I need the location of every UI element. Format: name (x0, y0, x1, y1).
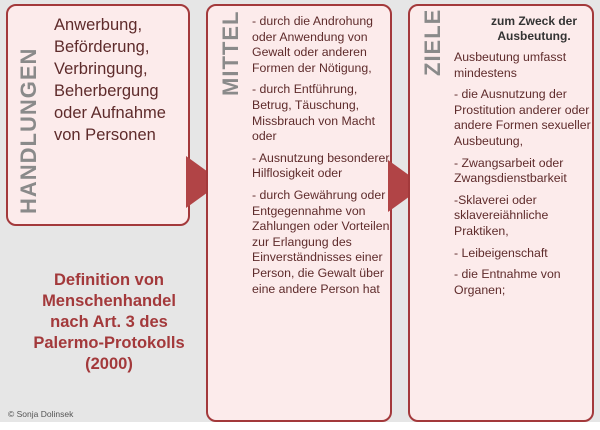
mittel-list (252, 14, 392, 303)
definition-line: (2000) (85, 355, 133, 373)
definition-line: Palermo-Protokolls (33, 334, 185, 352)
mittel-title: MITTEL (218, 10, 243, 96)
definition-caption (14, 270, 204, 375)
handlungen-line: Beherbergung (54, 82, 159, 100)
ziele-box (408, 4, 594, 422)
copyright-credit: © Sonja Dolinsek (8, 409, 74, 419)
ziele-item: - die Ausnutzung der Prostitution anderer oder andere Formen sexueller Ausbeutung, (454, 87, 591, 148)
definition-line: Menschenhandel (42, 292, 176, 310)
mittel-item: - durch Entführung, Betrug, Täuschung, Missbrauch von Macht oder (252, 82, 376, 144)
ziele-item: Ausbeutung umfasst mindestens (454, 50, 567, 80)
handlungen-line: Anwerbung, (54, 16, 143, 34)
ziele-item: -Sklaverei oder sklavereiähnliche Praktiken, (454, 192, 549, 238)
ziele-heading: zum Zweck der Ausbeutung. (490, 14, 578, 43)
handlungen-line: Beförderung, (54, 38, 150, 56)
ziele-title: ZIELE (420, 8, 445, 76)
mittel-item: - Ausnutzung besonderer Hilflosigkeit oder (252, 150, 390, 181)
ziele-item: - Leibeigenschaft (454, 245, 548, 260)
handlungen-line: oder Aufnahme (54, 104, 166, 122)
ziele-item: - Zwangsarbeit oder Zwangsdienstbarkeit (454, 155, 567, 186)
ziele-item: - die Entnahme von Organen; (454, 267, 561, 297)
handlungen-title: HANDLUNGEN (16, 47, 41, 214)
ziele-list (454, 50, 600, 304)
mittel-box (206, 4, 392, 422)
handlungen-line: Verbringung, (54, 60, 148, 78)
handlungen-line: von Personen (54, 126, 156, 144)
definition-line: Definition von (54, 271, 164, 289)
handlungen-list (54, 14, 166, 146)
mittel-item: - durch Gewährung oder Entgegennahme von Zahlungen oder Vorteilen zur Erlangung des Einverständnisses einer Person, die Gewalt über eine andere Person hat (252, 187, 390, 296)
mittel-item: - durch die Androhung oder Anwendung von Gewalt oder anderen Formen der Nötigung, (252, 14, 374, 75)
handlungen-box (6, 4, 190, 226)
definition-line: nach Art. 3 des (50, 313, 168, 331)
